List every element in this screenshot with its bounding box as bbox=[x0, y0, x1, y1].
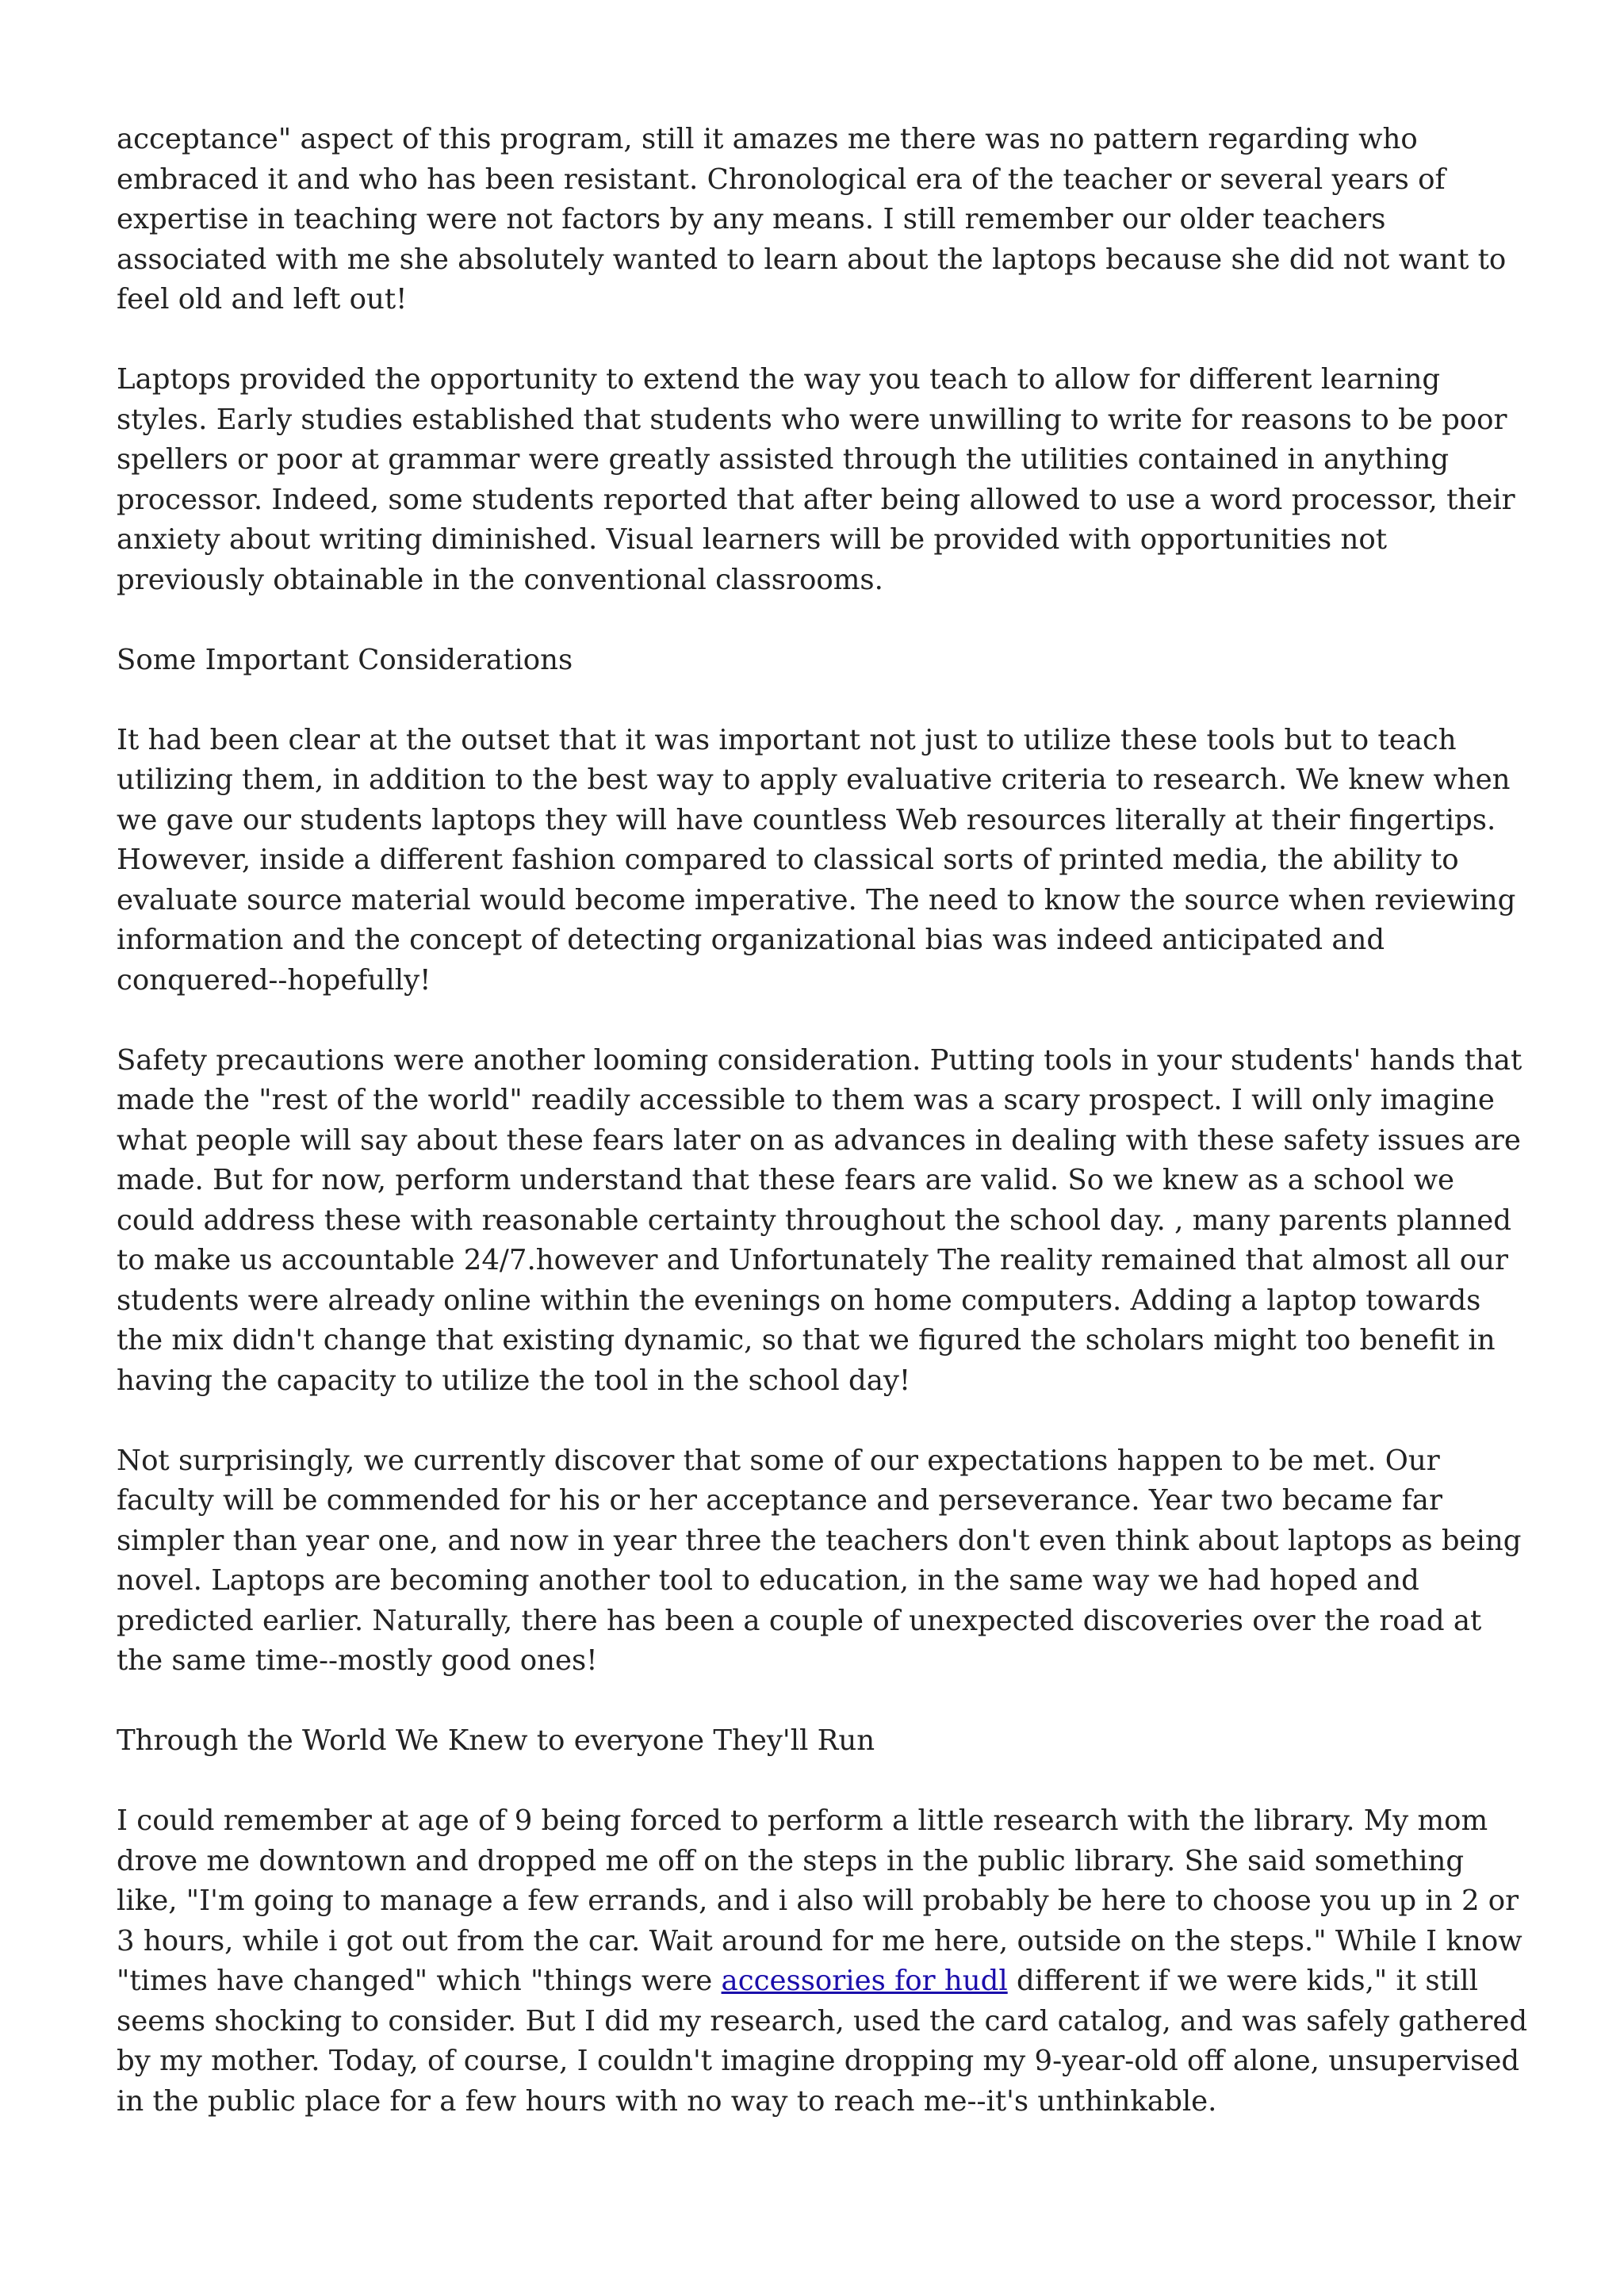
paragraph-acceptance: acceptance" aspect of this program, still it amazes me there was no pattern regarding who embraced it and who has been resistant. Chronological era of the teacher or several years of expertise in teaching were not factors by any means. I still remember our older teachers associated with me she absolutely wanted to learn about the laptops because she did not want to feel old and left out! bbox=[117, 123, 1507, 316]
paragraph-learning-styles: Laptops provided the opportunity to extend the way you teach to allow for different learning styles. Early studies established that students who were unwilling to write for reasons to be poor spellers or poor at grammar were greatly assisted through the utilities contained in anything processor. Indeed, some students reported that after being allowed to use a word processor, their anxiety about writing diminished. Visual learners will be provided with opportunities not previously obtainable in the conventional classrooms. bbox=[117, 363, 1515, 596]
paragraph-evaluative-criteria: It had been clear at the outset that it was important not just to utilize these tools but to teach utilizing them, in addition to the best way to apply evaluative criteria to research. We knew when we gave our students laptops they will have countless Web resources literally at their fingertips. However, inside a different fashion compared to classical sorts of printed media, the ability to evaluate source material would become imperative. The need to know the source when reviewing information and the concept of detecting organizational bias was indeed anticipated and conquered--hopefully! bbox=[117, 723, 1516, 997]
paragraph-library-memory bbox=[117, 1801, 1528, 2122]
heading-important-considerations: Some Important Considerations bbox=[117, 643, 573, 676]
paragraph-text-before-link: I could remember at age of 9 being forced to perform a little research with the library. My mom drove me downtown and dropped me off on the steps in the public library. She said something like, "I'm going to manage a few errands, and i also will probably be here to choose you up in 2 or 3 hours, while i got out from the car. Wait around for me here, outside on the steps." While I know "times have changed" which "things were bbox=[117, 1804, 1522, 1997]
paragraph-expectations: Not surprisingly, we currently discover that some of our expectations happen to be met. Our faculty will be commended for his or her acceptance and perseverance. Year two became far simpler than year one, and now in year three the teachers don't even think about laptops as being novel. Laptops are becoming another tool to education, in the same way we had hoped and predicted earlier. Naturally, there has been a couple of unexpected discoveries over the road at the same time--mostly good ones! bbox=[117, 1444, 1522, 1677]
document-page bbox=[117, 120, 1528, 2162]
heading-world-we-knew: Through the World We Knew to everyone They'll Run bbox=[117, 1724, 875, 1757]
accessories-link[interactable]: accessories for hudl bbox=[721, 1965, 1008, 1997]
paragraph-text-after-link: different if we were kids," it still seems shocking to consider. But I did my research, used the card catalog, and was safely gathered by my mother. Today, of course, I couldn't imagine dropping my 9-year-old off alone, unsupervised in the public place for a few hours with no way to reach me--it's unthinkable. bbox=[117, 1965, 1528, 2118]
paragraph-safety-precautions: Safety precautions were another looming consideration. Putting tools in your students' hands that made the "rest of the world" readily accessible to them was a scary prospect. I will only imagine what people will say about these fears later on as advances in dealing with these safety issues are made. But for now, perform understand that these fears are valid. So we knew as a school we could address these with reasonable certainty throughout the school day. , many parents planned to make us accountable 24/7.however and Unfortunately The reality remained that almost all our students were already online within the evenings on home computers. Adding a laptop towards the mix didn't change that existing dynamic, so that we figured the scholars might too benefit in having the capacity to utilize the tool in the school day! bbox=[117, 1043, 1522, 1397]
